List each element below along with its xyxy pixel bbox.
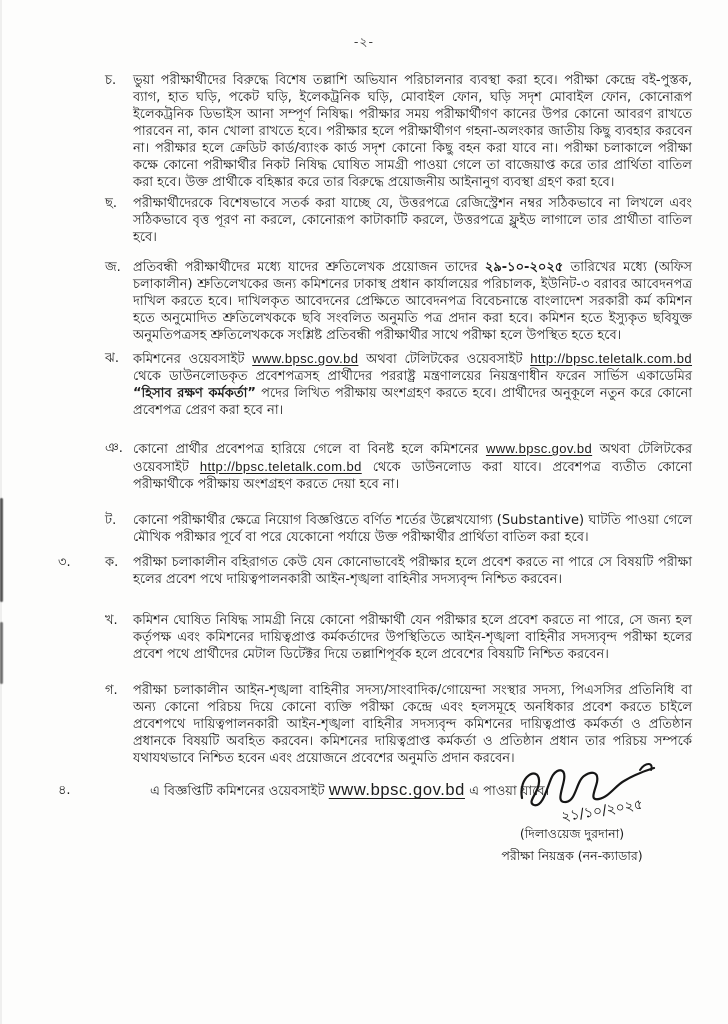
list-item-nya (105, 440, 692, 493)
item-text (133, 72, 692, 191)
item-text (133, 682, 692, 767)
item-number: ৩. (58, 555, 71, 570)
bpsc-website-url: www.bpsc.gov.bd (252, 351, 359, 366)
list-item-chha (105, 195, 692, 246)
text-segment: অথবা টেলিটকের ওয়েবসাইট (358, 352, 531, 367)
text-segment: প্রতিবন্ধী পরীক্ষার্থীদের মধ্যে যাদের শ্রুতিলেখক প্রয়োজন তাদের (133, 260, 485, 275)
bpsc-website-url: www.bpsc.gov.bd (485, 441, 593, 456)
text-segment: কমিশন ঘোষিত নিষিদ্ধ সামগ্রী নিয়ে কোনো পরীক্ষার্থী যেন পরীক্ষার হলে প্রবেশ করতে না পারে, সে জন্য হল কর্তৃপক্ষ এবং কমিশনের দায়িত্বপ্রাপ্ত কর্মকর্তাদের উপস্থিতিতে আইন-শৃঙ্খলা বাহিনীর সদস্যবৃন্দ পরীক্ষা হলের প্রবেশ পথে প্রার্থীদের মেটাল ডিটেক্টর দিয়ে তল্লাশিপূর্বক হলে প্রবেশের বিষয়টি নিশ্চিত করবেন। (133, 613, 692, 662)
bpsc-website-url: www.bpsc.gov.bd (328, 781, 465, 799)
text-segment: এ পাওয়া যাবে। (464, 784, 550, 799)
text-segment: কোনো পরীক্ষার্থীর ক্ষেত্রে নিয়োগ বিজ্ঞপ্তিতে বর্ণিত শর্তের উল্লেখযোগ্য (Substantive) ঘাটতি পাওয়া গেলে মৌখিক পরীক্ষার পূর্বে বা পরে যেকোনো পর্যায়ে উক্ত পরীক্ষার্থীর প্রার্থিতা বাতিল করা হবে। (133, 513, 692, 545)
item-marker: ঝ. (105, 351, 119, 366)
item-marker: জ. (105, 260, 121, 275)
text-segment: কমিশনের ওয়েবসাইট (133, 352, 253, 367)
item-marker: গ. (105, 683, 118, 698)
text-segment: পরীক্ষা চলাকালীন আইন-শৃঙ্খলা বাহিনীর সদস্য/সাংবাদিক/গোয়েন্দা সংস্থার সদস্য, পিএসসির প্রতিনিধি বা অন্য কোনো পরিচয় দিয়ে কোনো ব্যক্তি পরীক্ষা কেন্দ্রে এবং হলসমূহে অনধিকার প্রবেশ করতে চাইলে প্রবেশপথে দায়িত্বপালনকারী আইন-শৃঙ্খলা বাহিনীর সদস্যবৃন্দ কমিশনের দায়িত্বপ্রাপ্ত কর্মকর্তা ও প্রতিষ্ঠান প্রধানকে বিষয়টি অবহিত করবেন। কমিশনের দায়িত্বপ্রাপ্ত কর্মকর্তা ও প্রতিষ্ঠান প্রধান তার পরিচয় সম্পর্কে যথাযথভাবে নিশ্চিত হবেন এবং প্রয়োজনে প্রবেশের অনুমতি প্রদান করবেন। (133, 683, 692, 766)
list-item-ta (105, 512, 692, 546)
item-text (133, 195, 692, 246)
item-text (133, 440, 692, 493)
item-marker: খ. (105, 613, 118, 628)
list-item-ga (105, 682, 692, 767)
item-marker: চ. (105, 73, 117, 88)
signatory-title: পরীক্ষা নিয়ন্ত্রক (নন-ক্যাডার) (501, 848, 643, 863)
text-segment: কোনো প্রার্থীর প্রবেশপত্র হারিয়ে গেলে বা বিনষ্ট হলে কমিশনের (133, 442, 486, 457)
item-marker: ট. (105, 513, 117, 528)
text-segment: এ বিজ্ঞপ্তিটি কমিশনের ওয়েবসাইট (150, 784, 329, 799)
deadline-date: ২৯-১০-২০২৫ (484, 260, 564, 275)
item-marker: ঞ. (105, 441, 123, 456)
list-item-cha (105, 72, 692, 191)
item-text (133, 350, 692, 419)
teletalk-website-url: http://bpsc.teletalk.com.bd (530, 351, 693, 366)
item-text (133, 554, 692, 588)
signature-block (472, 758, 672, 868)
item-number: ৪. (58, 783, 71, 798)
item-text (133, 512, 692, 546)
teletalk-website-url: http://bpsc.teletalk.com.bd (199, 459, 362, 474)
item-marker: ক. (105, 555, 119, 570)
handwritten-date: ২১/১০/২০২৫ (560, 796, 644, 826)
item-marker: ছ. (105, 196, 118, 211)
text-segment: তারিখের মধ্যে (অফিস চলাকালীন) শ্রুতিলেখকের জন্য কমিশনের ঢাকাস্থ প্রধান কার্যালয়ের পরিচালক, ইউনিট-৩ বরাবর আবেদনপত্র দাখিল করতে হবে। দাখিলকৃত আবেদনের প্রেক্ষিতে আবেদনপত্র বিবেচনান্তে বাংলাদেশ সরকারী কর্ম কমিশন হতে অনুমোদিত শ্রুতিলেখককে ছবি সংবলিত অনুমতি পত্র প্রদান করা হবে। কমিশন হতে ইস্যুকৃত ছবিযুক্ত অনুমতিপত্রসহ শ্রুতিলেখককে সংশ্লিষ্ট প্রতিবন্ধী পরীক্ষার্থীর সাথে পরীক্ষা হলে উপস্থিত হতে হবে। (133, 260, 693, 343)
text-segment: ভুয়া পরীক্ষার্থীদের বিরুদ্ধে বিশেষ তল্লাশি অভিযান পরিচালনার ব্যবস্থা করা হবে। পরীক্ষা কেন্দ্রে বই-পুস্তক, ব্যাগ, হাত ঘড়ি, পকেট ঘড়ি, ইলেকট্রনিক ঘড়ি, মোবাইল ফোন, ঘড়ি সদৃশ মোবাইল ফোন, কোনোরূপ ইলেকট্রনিক ডিভাইস আনা সম্পূর্ণ নিষিদ্ধ। পরীক্ষার সময় পরীক্ষার্থীগণ কানের উপর কোনো আবরণ রাখতে পারবেন না, কান খোলা রাখতে হবে। পরীক্ষার হলে পরীক্ষার্থীগণ গহনা-অলংকার জাতীয় কিছু ব্যবহার করবেন না। পরীক্ষার হলে ক্রেডিট কার্ড/ব্যাংক কার্ড সদৃশ কোনো কিছু বহন করা যাবে না। পরীক্ষা চলাকালে পরীক্ষা কক্ষে কোনো পরীক্ষার্থীর নিকট নিষিদ্ধ ঘোষিত সামগ্রী পাওয়া গেলে তা বাজেয়াপ্ত করে তার প্রার্থিতা বাতিল করা হবে। উক্ত প্রার্থীকে বহিষ্কার করে তার বিরুদ্ধে প্রয়োজনীয় আইনানুগ ব্যবস্থা গ্রহণ করা হবে। (133, 73, 692, 190)
list-item-ja (105, 259, 692, 344)
item-text (133, 259, 692, 344)
text-segment: থেকে ডাউনলোড করা যাবে। প্রবেশপত্র ব্যতীত কোনো পরীক্ষার্থীকে পরীক্ষায় অংশগ্রহণ করতে দেয়া হবে না। (133, 460, 692, 492)
text-segment: পরীক্ষার্থীদেরকে বিশেষভাবে সতর্ক করা যাচ্ছে যে, উত্তরপত্রে রেজিস্ট্রেশন নম্বর সঠিকভাবে না লিখলে এবং সঠিকভাবে বৃত্ত পূরণ না করলে, কোনোরূপ কাটাকাটি করলে, উত্তরপত্রে ফ্লুইড লাগালে তার প্রার্থীতা বাতিল হবে। (133, 196, 692, 245)
signatory-name: (দিলাওয়েজ দুরদানা) (519, 826, 625, 841)
item-text (133, 612, 692, 663)
page-number: -২- (353, 34, 375, 49)
text-segment: পরীক্ষা চলাকালীন বহিরাগত কেউ যেন কোনোভাবেই পরীক্ষার হলে প্রবেশ করতে না পারে সে বিষয়টি পরীক্ষা হলের প্রবেশ পথে দায়িত্বপালনকারী আইন-শৃঙ্খলা বাহিনীর সদস্যবৃন্দ নিশ্চিত করবেন। (133, 555, 692, 587)
post-name: “হিসাব রক্ষণ কর্মকর্তা” (133, 386, 256, 401)
text-segment: পদের লিখিত পরীক্ষায় অংশগ্রহণ করতে হবে। প্রার্থীদের অনুকূলে নতুন করে কোনো প্রবেশপত্র প্রেরণ করা হবে না। (133, 386, 692, 418)
list-item-3-ka (58, 554, 692, 588)
text-segment: অথবা টেলিটকের ওয়েবসাইট (133, 442, 693, 475)
text-segment: থেকে ডাউনলোডকৃত প্রবেশপত্রসহ প্রার্থীদের পররাষ্ট্র মন্ত্রণালয়ের নিয়ন্ত্রণাধীন ফরেন সার্ভিস একাডেমির (133, 369, 692, 384)
list-item-kha (105, 612, 692, 663)
list-item-jha (105, 350, 692, 419)
